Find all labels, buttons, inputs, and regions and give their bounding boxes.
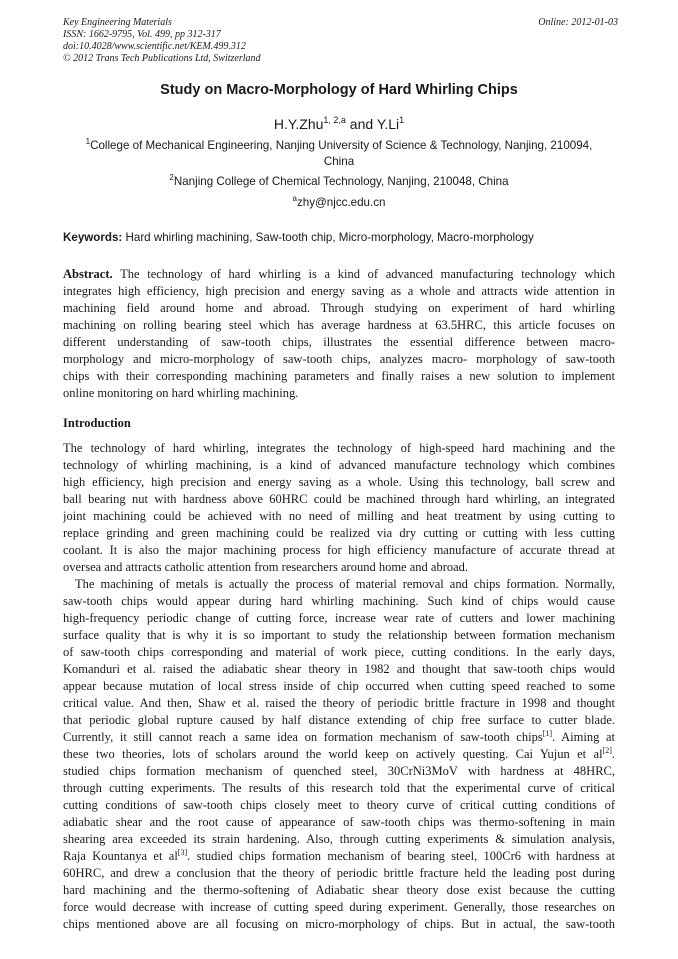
body-line-text: these two theories, lots of scholars around the world keep on actively questing. Cai Yujun et al <box>63 747 603 761</box>
affiliation-2 <box>63 174 615 190</box>
body-line: appear because mutation of local stress inside of chip occurred when cutting speed reached to some <box>63 679 615 693</box>
body-line <box>63 746 615 763</box>
body-line: that periodic global rupture caused by half distance extending of chip free surface to cutter blade. <box>63 713 615 727</box>
author-2-name: Y.Li <box>376 116 400 132</box>
body-line: high-frequency periodic change of cutting force, increase wear rate of cutters and lower machining <box>63 611 615 625</box>
body-line: ball bearing nut with hardness above 60HRC could be machined through hard whirling, an integrated <box>63 492 615 506</box>
body-line: Komanduri et al. raised the adiabatic shear theory in 1982 and thought that saw-tooth chips would <box>63 662 615 676</box>
keywords-text: Hard whirling machining, Saw-tooth chip, Micro-morphology, Macro-morphology <box>122 231 534 244</box>
body-line: cutting conditions of saw-tooth chips closely meet to theory curve of critical cutting conditions of <box>63 798 615 812</box>
abstract-line: machining field around home and abroad. Through studying on experiment of hard whirling <box>63 301 615 315</box>
body-line: saw-tooth chips would appear during hard whirling machining. Such kind of chips would cause <box>63 594 615 608</box>
email-sup: a <box>292 194 297 203</box>
body-line-tail: . studied chips formation mechanism of bearing steel, 100Cr6 with hardness at <box>187 849 615 863</box>
body-line: critical value. And then, Shaw et al. raised the theory of periodic brittle fracture in 1998 and thought <box>63 696 615 710</box>
journal-name: Key Engineering Materials <box>63 17 172 28</box>
author-1-name: H.Y.Zhu <box>273 116 324 132</box>
body-line: adiabatic shear and the root cause of appearance of saw-tooth chips was thermo-softening in main <box>63 815 615 829</box>
affiliation-1-sup: 1 <box>85 137 91 146</box>
author-connector: and <box>345 116 377 132</box>
affiliation-1 <box>63 138 615 170</box>
issn-line: ISSN: 1662-9795, Vol. 499, pp 312-317 <box>63 29 221 40</box>
body-line: through cutting experiments. The results of this research told that the experimental curve of critical <box>63 781 615 795</box>
body-line: replace grinding and green machining could be realized via dry cutting or cutting with less cutting <box>63 526 615 540</box>
citation-ref-3: [3] <box>177 848 188 857</box>
copyright-line: © 2012 Trans Tech Publications Ltd, Switzerland <box>63 53 261 64</box>
body-line: 60HRC, and drew a conclusion that the theory of periodic brittle fracture held the leading post during <box>63 866 615 880</box>
author-email <box>63 195 615 211</box>
author-2-sup: 1 <box>399 115 405 125</box>
citation-ref-1: [1] <box>542 729 553 738</box>
body-line: surface quality that is why it is so important to study the relationship between formation mechanism <box>63 628 615 642</box>
body-line: The machining of metals is actually the process of material removal and chips formation. Normally, <box>75 577 615 591</box>
abstract-line: integrates high efficiency, high precision and energy saving as a whole and attracts wide attention in <box>63 284 615 298</box>
paper-title: Study on Macro-Morphology of Hard Whirling Chips <box>160 82 518 98</box>
body-line-tail: . <box>611 747 615 761</box>
keywords-label: Keywords: <box>63 231 123 244</box>
abstract-line: morphology and micro-morphology of saw-tooth chips, analyzes macro- morphology of saw-tooth <box>63 352 615 366</box>
body-line: of saw-tooth chips corresponding and material of work piece, cutting conditions. In the early days, <box>63 645 615 659</box>
body-line: The technology of hard whirling, integrates the technology of high-speed hard machining and the <box>63 441 615 455</box>
body-line: technology of whirling machining, is a kind of advanced manufacture technology which combines <box>63 458 615 472</box>
affiliation-1-line2: China <box>323 155 355 168</box>
body-line: force would decrease with increase of cutting speed during experiment. Generally, those researches on <box>63 900 615 914</box>
abstract-line-text: The technology of hard whirling is a kind of advanced manufacturing technology which <box>112 267 615 281</box>
abstract-label: Abstract. <box>63 267 113 281</box>
abstract-line: machining on rolling bearing steel which has average hardness at 63.5HRC, this article focuses on <box>63 318 615 332</box>
body-line <box>63 848 615 865</box>
abstract-line: chips with their corresponding machining parameters and finally raises a new solution to implement <box>63 369 615 383</box>
citation-ref-2: [2] <box>602 746 612 755</box>
email-text: zhy@njcc.edu.cn <box>296 196 386 209</box>
body-line: oversea and attracts catholic attention from researchers around home and abroad. <box>63 560 469 574</box>
abstract-line: online monitoring on hard whirling machining. <box>63 386 299 400</box>
abstract-line: different understanding of saw-tooth chips, illustrates the essential difference between macro- <box>63 335 615 349</box>
abstract-line <box>63 266 615 283</box>
affiliation-1-line1: College of Mechanical Engineering, Nanjing University of Science & Technology, Nanjing, 210094, <box>90 139 593 152</box>
abstract-block <box>63 266 615 402</box>
introduction-body <box>63 440 615 933</box>
body-line: coolant. It is also the major machining process for high efficiency manufacture of accurate thread at <box>63 543 615 557</box>
body-line: shearing area exceeded its strain hardening. Also, through cutting experiments & simulation analysis, <box>63 832 615 846</box>
affiliation-2-text: Nanjing College of Chemical Technology, Nanjing, 210048, China <box>173 175 509 188</box>
body-line <box>63 729 615 746</box>
online-date: Online: 2012-01-03 <box>538 17 618 28</box>
journal-header <box>63 17 618 65</box>
body-line: chips mentioned above are all focusing on micro-morphology of chips. But in actual, the saw-tooth <box>63 917 615 931</box>
body-line: studied chips formation mechanism of quenched steel, 30CrNi3MoV with hardness at 48HRC, <box>63 764 615 778</box>
body-line-text: Currently, it still cannot reach a same idea on formation mechanism of saw-tooth chips <box>63 730 543 744</box>
author-1-sup: 1, 2,a <box>323 115 346 125</box>
keywords-line <box>63 231 618 244</box>
author-line <box>63 116 615 132</box>
affiliation-2-sup: 2 <box>169 173 174 182</box>
body-line: joint machining could be achieved with no need of milling and heat treatment by using cutting to <box>63 509 615 523</box>
section-heading-introduction: Introduction <box>63 416 131 430</box>
body-line: hard machining and the thermo-softening of Adiabatic shear theory dose exist because the cutting <box>63 883 615 897</box>
body-line-text: Raja Kountanya et al <box>63 849 178 863</box>
body-line: high efficiency, high precision and energy saving as a whole. Using this technology, ball screw and <box>63 475 615 489</box>
body-line-tail: . Aiming at <box>552 730 615 744</box>
doi-line: doi:10.4028/www.scientific.net/KEM.499.312 <box>63 41 246 52</box>
